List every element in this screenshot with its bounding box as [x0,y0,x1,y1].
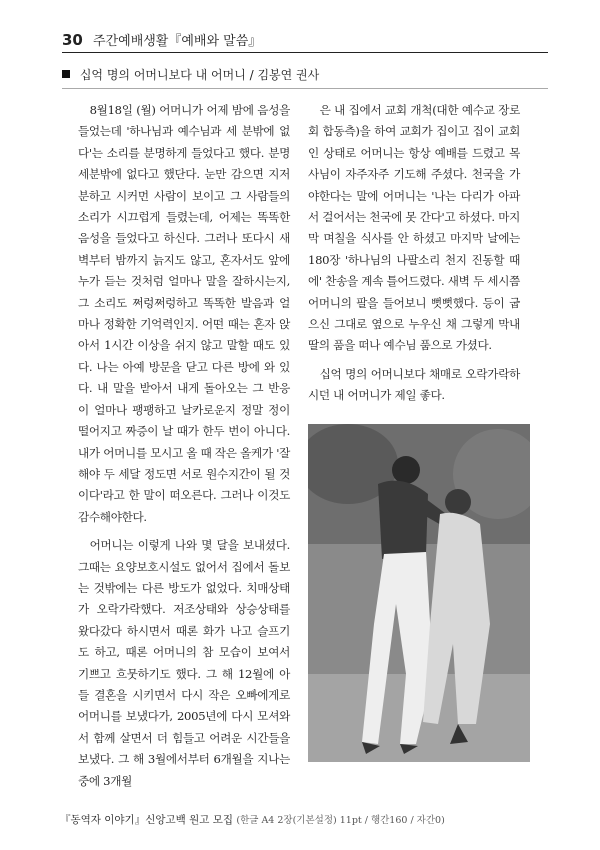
paragraph: 은 내 집에서 교회 개척(대한 예수교 장로회 합동측)을 하여 교회가 집이고 집이 교회인 상태로 어머니는 항상 예배를 드렸고 목사님이 자주자주 기도해 주셨다. 천국을 가야한다는 말에 어머니는 '나는 다리가 아파서 걸어서는 천국에 못 간다'고 하셨다. 마지막 며칠을 식사를 안 하셨고 마지막 날에는 180장 '하나님의 나팔소리 천지 진동할 때에' 찬송을 계속 틀어드렸다. 새벽 두 세시쯤 어머니의 팔을 들어보니 뻣뻣했다. 등이 굽으신 그대로 옆으로 누우신 채 그렇게 막내 딸의 품을 떠나 예수님 품으로 가셨다. [308,103,520,353]
right-column [308,100,520,414]
page-header [62,30,542,54]
publication-title: 주간예배생활『예배와 말씀』 [93,34,262,49]
page-footer [60,812,550,830]
page-number: 30 [62,31,83,49]
header-divider [62,52,548,53]
left-column [78,100,290,799]
article-title: 십억 명의 어머니보다 내 어머니 / 김봉연 권사 [79,68,320,82]
paragraph: 어머니는 이렇게 나와 몇 달을 보내셨다. 그때는 요양보호시설도 없어서 집에서 돌보는 것밖에는 다른 방도가 없었다. 치매상태가 오락가락했다. 저조상태와 상승상태를 왔다갔다 하시면서 때론 화가 나고 슬프기도 하고, 때론 어머니의 참 모습이 보여서 기쁘고 흐뭇하기도 했다. 그 해 12월에 아들 결혼을 시키면서 다시 작은 오빠에게로 어머니를 보냈다가, 2005년에 다시 모셔와서 함께 살면서 더 힘들고 어려운 시간들을 보냈다. 그 해 3월에서부터 6개월을 지나는 중에 3개월 [78,538,290,788]
article-heading [62,66,548,89]
photo-two-women [308,424,530,762]
square-bullet-icon [62,70,70,78]
paragraph: 8월18일 (월) 어머니가 어제 밤에 음성을 들었는데 '하나님과 예수님과 세 분밖에 없다'는 소리를 분명하게 들었다고 했다. 분명 세분밖에 없다고 했단다. 눈만 감으면 지저분하고 시커먼 사람이 보이고 그 사람들의 소리가 시끄럽게 들렸는데, 어제는 똑똑한 음성을 들었다고 하신다. 그러나 또다시 새벽부터 밤까지 늙지도 않고, 혼자서도 앞에 누가 듣는 것처럼 얼마나 말을 잘하시는지, 그 소리도 쩌렁쩌렁하고 똑똑한 발음과 얼마나 정확한 기억력인지. 어떤 때는 혼자 앉아서 1시간 이상을 쉬지 않고 말할 때도 있다. 나는 아예 방문을 닫고 다른 방에 와 있다. 내 말을 받아서 내게 돌아오는 그 반응이 얼마나 팽팽하고 날카로운지 정말 정이 떨어지고 짜증이 날 때가 한두 번이 아니다. 내가 어머니를 모시고 올 때 작은 올케가 '잘해야 두 세달 정도면 서로 원수지간이 될 것이다'라고 한 말이 떠오른다. 그러나 이것도 감수해야한다. [78,103,290,524]
manuscript-format: (한글 A4 2장(기본설정) 11pt / 행간160 / 자간0) [236,815,445,826]
manuscript-call: 『동역자 이야기』신앙고백 원고 모집 [60,814,234,826]
paragraph: 십억 명의 어머니보다 채매로 오락가락하시던 내 어머니가 제일 좋다. [308,366,520,403]
